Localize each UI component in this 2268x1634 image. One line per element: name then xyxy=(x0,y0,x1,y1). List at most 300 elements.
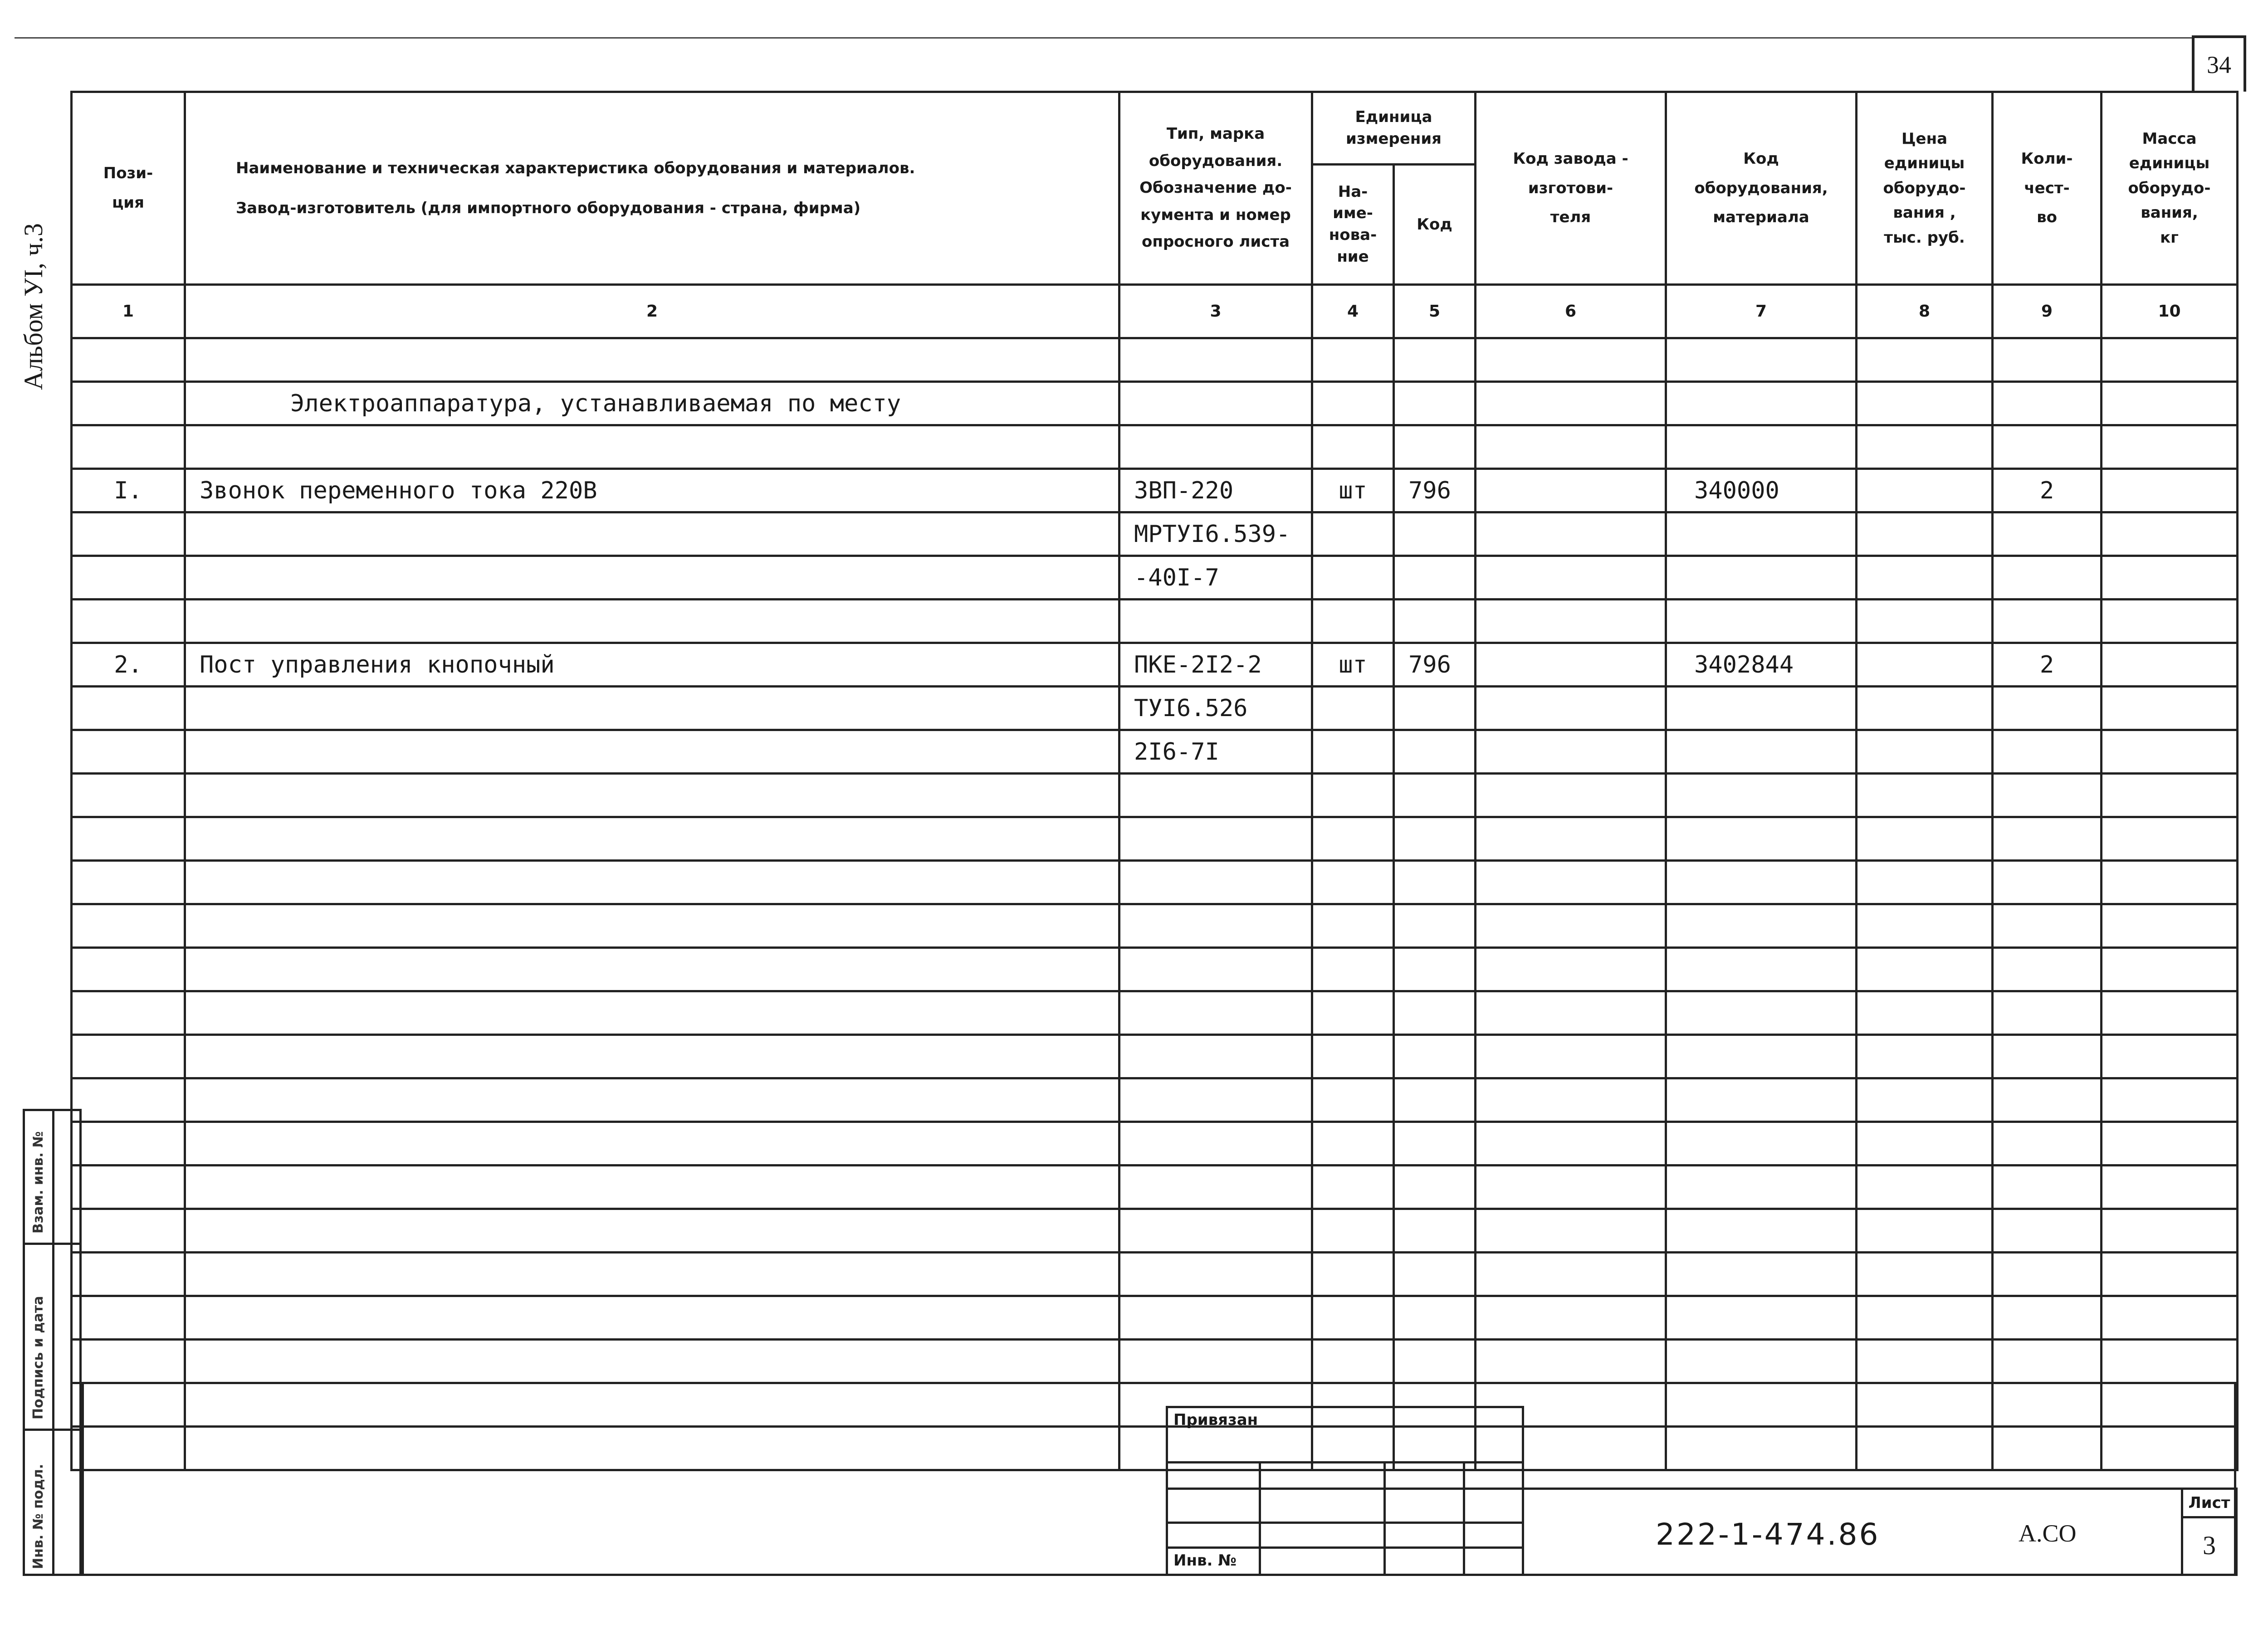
table-row xyxy=(72,600,2238,643)
cell-c10 xyxy=(2102,1166,2238,1209)
cell-c9 xyxy=(1993,512,2102,556)
cell-c2 xyxy=(185,512,1119,556)
cell-c1 xyxy=(72,861,185,904)
cell-c9 xyxy=(1993,730,2102,774)
cell-c2 xyxy=(185,1253,1119,1296)
cell-c7 xyxy=(1666,1122,1857,1166)
cell-c6 xyxy=(1476,730,1666,774)
stamp-divider xyxy=(1259,1461,1261,1576)
cell-c6 xyxy=(1476,1296,1666,1340)
cell-c1 xyxy=(72,817,185,861)
stamp-line xyxy=(1168,1522,1522,1524)
cell-c6 xyxy=(1476,512,1666,556)
side-label-original-inv: Инв. № подл. xyxy=(30,1463,46,1569)
cell-c5 xyxy=(1394,425,1476,469)
cell-c5 xyxy=(1394,556,1476,600)
cell-c6 xyxy=(1476,1035,1666,1078)
cell-c7 xyxy=(1666,1078,1857,1122)
cell-c7 xyxy=(1666,556,1857,600)
cell-c2: Пост управления кнопочный xyxy=(185,643,1119,687)
cell-c1 xyxy=(72,425,185,469)
column-number-7: 7 xyxy=(1666,285,1857,338)
column-number-4: 4 xyxy=(1312,285,1394,338)
cell-c2: Электроаппаратура, устанавливаемая по месту xyxy=(185,382,1119,425)
cell-c4 xyxy=(1312,817,1394,861)
cell-c5 xyxy=(1394,1078,1476,1122)
cell-c7 xyxy=(1666,1296,1857,1340)
binding-stamp xyxy=(1166,1406,1524,1576)
table-row xyxy=(72,556,2238,600)
cell-c7 xyxy=(1666,1166,1857,1209)
header-plant-code: Код завода - изготови- теля xyxy=(1476,92,1666,285)
cell-c2 xyxy=(185,991,1119,1035)
cell-c3 xyxy=(1119,948,1312,991)
cell-c2 xyxy=(185,904,1119,948)
cell-c6 xyxy=(1476,1209,1666,1253)
page-number: 34 xyxy=(2192,35,2246,92)
cell-c5 xyxy=(1394,382,1476,425)
cell-c9 xyxy=(1993,861,2102,904)
table-row xyxy=(72,1122,2238,1166)
cell-c10 xyxy=(2102,904,2238,948)
cell-c7 xyxy=(1666,338,1857,382)
cell-c5 xyxy=(1394,1340,1476,1383)
cell-c3: -40I-7 xyxy=(1119,556,1312,600)
cell-c7 xyxy=(1666,774,1857,817)
top-border-line xyxy=(15,37,2192,39)
cell-c6 xyxy=(1476,687,1666,730)
cell-c9 xyxy=(1993,1340,2102,1383)
table-row xyxy=(72,948,2238,991)
cell-c10 xyxy=(2102,469,2238,512)
cell-c8 xyxy=(1857,1296,1993,1340)
cell-c8 xyxy=(1857,556,1993,600)
cell-c4 xyxy=(1312,1340,1394,1383)
cell-c8 xyxy=(1857,425,1993,469)
cell-c2 xyxy=(185,338,1119,382)
cell-c6 xyxy=(1476,774,1666,817)
cell-c1 xyxy=(72,687,185,730)
cell-c5 xyxy=(1394,687,1476,730)
cell-c8 xyxy=(1857,382,1993,425)
cell-c6 xyxy=(1476,643,1666,687)
cell-c5 xyxy=(1394,512,1476,556)
cell-c3: 2I6-7I xyxy=(1119,730,1312,774)
side-album-title: Альбом УI, ч.3 xyxy=(19,223,48,390)
cell-c5 xyxy=(1394,1122,1476,1166)
cell-c2 xyxy=(185,1340,1119,1383)
cell-c2 xyxy=(185,774,1119,817)
sheet-label: Лист xyxy=(2183,1490,2235,1518)
cell-c3: ЗВП-220 xyxy=(1119,469,1312,512)
cell-c4: шт xyxy=(1312,643,1394,687)
cell-c4 xyxy=(1312,425,1394,469)
cell-c6 xyxy=(1476,1122,1666,1166)
cell-c5 xyxy=(1394,600,1476,643)
cell-c1 xyxy=(72,1209,185,1253)
cell-c5 xyxy=(1394,817,1476,861)
cell-c3: МРТУI6.539- xyxy=(1119,512,1312,556)
cell-c4 xyxy=(1312,904,1394,948)
header-unit-code: Код xyxy=(1394,165,1476,285)
cell-c4 xyxy=(1312,861,1394,904)
table-row xyxy=(72,512,2238,556)
cell-c4 xyxy=(1312,1035,1394,1078)
table-row xyxy=(72,1078,2238,1122)
cell-c2 xyxy=(185,817,1119,861)
cell-c6 xyxy=(1476,861,1666,904)
cell-c8 xyxy=(1857,469,1993,512)
cell-c3 xyxy=(1119,1253,1312,1296)
cell-c7 xyxy=(1666,1209,1857,1253)
cell-c1 xyxy=(72,774,185,817)
table-row xyxy=(72,687,2238,730)
cell-c4 xyxy=(1312,1166,1394,1209)
side-label-replace-inv: Взам. инв. № xyxy=(30,1131,46,1234)
cell-c3 xyxy=(1119,904,1312,948)
header-unit-group: Единица измерения xyxy=(1312,92,1476,165)
cell-c10 xyxy=(2102,687,2238,730)
cell-c9 xyxy=(1993,556,2102,600)
header-unit-name: На- име- нова- ние xyxy=(1312,165,1394,285)
cell-c6 xyxy=(1476,425,1666,469)
cell-c3 xyxy=(1119,1166,1312,1209)
cell-c3 xyxy=(1119,991,1312,1035)
bound-label: Привязан xyxy=(1173,1411,1258,1429)
cell-c9 xyxy=(1993,338,2102,382)
cell-c6 xyxy=(1476,991,1666,1035)
cell-c9 xyxy=(1993,817,2102,861)
column-number-1: 1 xyxy=(72,285,185,338)
header-name-line2: Завод-изготовитель (для импортного оборудования - страна, фирма) xyxy=(236,199,861,217)
cell-c4 xyxy=(1312,730,1394,774)
table-row xyxy=(72,643,2238,687)
cell-c4 xyxy=(1312,600,1394,643)
cell-c10 xyxy=(2102,338,2238,382)
cell-c5 xyxy=(1394,1253,1476,1296)
cell-c10 xyxy=(2102,817,2238,861)
column-number-row xyxy=(72,285,2238,338)
cell-c8 xyxy=(1857,817,1993,861)
column-number-5: 5 xyxy=(1394,285,1476,338)
cell-c10 xyxy=(2102,382,2238,425)
cell-c1 xyxy=(72,600,185,643)
cell-c6 xyxy=(1476,469,1666,512)
cell-c1 xyxy=(72,948,185,991)
cell-c2 xyxy=(185,1078,1119,1122)
cell-c9 xyxy=(1993,774,2102,817)
column-number-9: 9 xyxy=(1993,285,2102,338)
cell-c9 xyxy=(1993,1296,2102,1340)
table-row xyxy=(72,991,2238,1035)
cell-c8 xyxy=(1857,904,1993,948)
cell-c2 xyxy=(185,861,1119,904)
cell-c7 xyxy=(1666,1253,1857,1296)
cell-c4 xyxy=(1312,991,1394,1035)
cell-c10 xyxy=(2102,1035,2238,1078)
cell-c9 xyxy=(1993,425,2102,469)
cell-c4 xyxy=(1312,1253,1394,1296)
side-stamp-box xyxy=(23,1109,82,1576)
cell-c8 xyxy=(1857,991,1993,1035)
table-row xyxy=(72,817,2238,861)
cell-c3 xyxy=(1119,1122,1312,1166)
cell-c6 xyxy=(1476,817,1666,861)
cell-c10 xyxy=(2102,948,2238,991)
column-number-10: 10 xyxy=(2102,285,2238,338)
cell-c4 xyxy=(1312,774,1394,817)
cell-c6 xyxy=(1476,904,1666,948)
cell-c9 xyxy=(1993,1035,2102,1078)
cell-c5 xyxy=(1394,1296,1476,1340)
cell-c3 xyxy=(1119,861,1312,904)
cell-c9: 2 xyxy=(1993,469,2102,512)
cell-c10 xyxy=(2102,991,2238,1035)
cell-c10 xyxy=(2102,600,2238,643)
cell-c10 xyxy=(2102,1078,2238,1122)
cell-c10 xyxy=(2102,425,2238,469)
cell-c2 xyxy=(185,556,1119,600)
cell-c2 xyxy=(185,948,1119,991)
cell-c7 xyxy=(1666,600,1857,643)
header-name-line1: Наименование и техническая характеристика оборудования и материалов. xyxy=(236,159,915,177)
cell-c4 xyxy=(1312,1078,1394,1122)
table-row xyxy=(72,861,2238,904)
cell-c7 xyxy=(1666,687,1857,730)
cell-c1 xyxy=(72,1122,185,1166)
cell-c2 xyxy=(185,1209,1119,1253)
cell-c5 xyxy=(1394,774,1476,817)
cell-c7 xyxy=(1666,991,1857,1035)
cell-c10 xyxy=(2102,643,2238,687)
cell-c9 xyxy=(1993,1209,2102,1253)
cell-c5: 796 xyxy=(1394,643,1476,687)
cell-c1: 2. xyxy=(72,643,185,687)
cell-c1 xyxy=(72,1253,185,1296)
cell-c7 xyxy=(1666,512,1857,556)
cell-c9 xyxy=(1993,687,2102,730)
cell-c9 xyxy=(1993,948,2102,991)
cell-c1 xyxy=(72,730,185,774)
cell-c6 xyxy=(1476,1166,1666,1209)
cell-c1 xyxy=(72,1296,185,1340)
cell-c9 xyxy=(1993,1122,2102,1166)
stamp-divider xyxy=(1463,1461,1465,1576)
header-position: Пози- ция xyxy=(72,92,185,285)
cell-c9: 2 xyxy=(1993,643,2102,687)
cell-c4 xyxy=(1312,948,1394,991)
title-block xyxy=(82,1383,2236,1576)
cell-c7 xyxy=(1666,817,1857,861)
cell-c8 xyxy=(1857,687,1993,730)
stamp-line xyxy=(1168,1461,1522,1463)
cell-c5 xyxy=(1394,1035,1476,1078)
cell-c3 xyxy=(1119,382,1312,425)
cell-c3 xyxy=(1119,600,1312,643)
cell-c1 xyxy=(72,1166,185,1209)
cell-c8 xyxy=(1857,1340,1993,1383)
cell-c5 xyxy=(1394,1209,1476,1253)
specification-table xyxy=(70,91,2239,1471)
cell-c9 xyxy=(1993,1166,2102,1209)
cell-c10 xyxy=(2102,861,2238,904)
sheet-number: 3 xyxy=(2203,1531,2216,1560)
cell-c6 xyxy=(1476,338,1666,382)
cell-c4 xyxy=(1312,1296,1394,1340)
cell-c2 xyxy=(185,1035,1119,1078)
cell-c1 xyxy=(72,1078,185,1122)
cell-c7: 3402844 xyxy=(1666,643,1857,687)
cell-c10 xyxy=(2102,774,2238,817)
cell-c5 xyxy=(1394,904,1476,948)
cell-c2 xyxy=(185,600,1119,643)
cell-c4 xyxy=(1312,512,1394,556)
cell-c4 xyxy=(1312,382,1394,425)
cell-c5 xyxy=(1394,338,1476,382)
cell-c2 xyxy=(185,425,1119,469)
inv-number-label: Инв. № xyxy=(1173,1551,1237,1570)
header-name xyxy=(185,92,1119,285)
cell-c7 xyxy=(1666,425,1857,469)
cell-c8 xyxy=(1857,774,1993,817)
cell-c6 xyxy=(1476,1253,1666,1296)
cell-c6 xyxy=(1476,556,1666,600)
cell-c9 xyxy=(1993,1078,2102,1122)
header-type: Тип, марка оборудования. Обозначение до- кумента и номер опросного листа xyxy=(1119,92,1312,285)
cell-c8 xyxy=(1857,1166,1993,1209)
cell-c1 xyxy=(72,382,185,425)
cell-c10 xyxy=(2102,556,2238,600)
cell-c3: ТУI6.526 xyxy=(1119,687,1312,730)
cell-c8 xyxy=(1857,338,1993,382)
cell-c10 xyxy=(2102,512,2238,556)
cell-c5 xyxy=(1394,948,1476,991)
cell-c9 xyxy=(1993,991,2102,1035)
cell-c2 xyxy=(185,730,1119,774)
cell-c3 xyxy=(1119,1078,1312,1122)
header-price: Цена единицы оборудо- вания , тыс. руб. xyxy=(1857,92,1993,285)
cell-c3 xyxy=(1119,1035,1312,1078)
cell-c4 xyxy=(1312,1122,1394,1166)
cell-c8 xyxy=(1857,643,1993,687)
cell-c8 xyxy=(1857,730,1993,774)
cell-c10 xyxy=(2102,1340,2238,1383)
cell-c8 xyxy=(1857,1122,1993,1166)
cell-c6 xyxy=(1476,600,1666,643)
table-row xyxy=(72,1166,2238,1209)
cell-c1 xyxy=(72,991,185,1035)
cell-c1 xyxy=(72,1340,185,1383)
cell-c9 xyxy=(1993,382,2102,425)
cell-c5 xyxy=(1394,1166,1476,1209)
cell-c8 xyxy=(1857,948,1993,991)
table-row xyxy=(72,1209,2238,1253)
cell-c1 xyxy=(72,512,185,556)
cell-c3 xyxy=(1119,1296,1312,1340)
table-row xyxy=(72,904,2238,948)
cell-c7: 340000 xyxy=(1666,469,1857,512)
cell-c7 xyxy=(1666,730,1857,774)
cell-c7 xyxy=(1666,904,1857,948)
cell-c3 xyxy=(1119,774,1312,817)
table-row xyxy=(72,469,2238,512)
cell-c10 xyxy=(2102,1296,2238,1340)
side-stamp-divider xyxy=(52,1111,54,1574)
cell-c9 xyxy=(1993,1253,2102,1296)
cell-c6 xyxy=(1476,948,1666,991)
cell-c10 xyxy=(2102,1253,2238,1296)
cell-c1 xyxy=(72,338,185,382)
cell-c10 xyxy=(2102,1122,2238,1166)
cell-c8 xyxy=(1857,861,1993,904)
cell-c7 xyxy=(1666,948,1857,991)
header-mass: Масса единицы оборудо- вания, кг xyxy=(2102,92,2238,285)
cell-c8 xyxy=(1857,512,1993,556)
cell-c6 xyxy=(1476,382,1666,425)
document-number: 222-1-474.86 xyxy=(1656,1517,1880,1552)
cell-c3 xyxy=(1119,1209,1312,1253)
table-row xyxy=(72,1296,2238,1340)
cell-c1: I. xyxy=(72,469,185,512)
cell-c10 xyxy=(2102,730,2238,774)
cell-c5: 796 xyxy=(1394,469,1476,512)
table-row xyxy=(72,425,2238,469)
stamp-divider xyxy=(1383,1461,1386,1576)
header-quantity: Коли- чест- во xyxy=(1993,92,2102,285)
table-row xyxy=(72,774,2238,817)
title-block-line xyxy=(1524,1488,2182,1490)
cell-c3 xyxy=(1119,817,1312,861)
cell-c1 xyxy=(72,904,185,948)
cell-c1 xyxy=(72,556,185,600)
cell-c8 xyxy=(1857,1078,1993,1122)
cell-c8 xyxy=(1857,1253,1993,1296)
header-equipment-code: Код оборудования, материала xyxy=(1666,92,1857,285)
cell-c8 xyxy=(1857,600,1993,643)
cell-c2 xyxy=(185,1296,1119,1340)
sheet-box xyxy=(2181,1488,2238,1576)
table-row xyxy=(72,730,2238,774)
cell-c4 xyxy=(1312,687,1394,730)
table-row xyxy=(72,1035,2238,1078)
cell-c5 xyxy=(1394,991,1476,1035)
cell-c2 xyxy=(185,1166,1119,1209)
cell-c2: Звонок переменного тока 220В xyxy=(185,469,1119,512)
cell-c7 xyxy=(1666,1035,1857,1078)
cell-c1 xyxy=(72,1035,185,1078)
cell-c4 xyxy=(1312,338,1394,382)
cell-c3: ПКЕ-2I2-2 xyxy=(1119,643,1312,687)
cell-c9 xyxy=(1993,904,2102,948)
cell-c8 xyxy=(1857,1035,1993,1078)
column-number-6: 6 xyxy=(1476,285,1666,338)
cell-c4: шт xyxy=(1312,469,1394,512)
stamp-line xyxy=(1168,1546,1522,1549)
table-row xyxy=(72,1253,2238,1296)
cell-c6 xyxy=(1476,1340,1666,1383)
column-number-8: 8 xyxy=(1857,285,1993,338)
column-number-2: 2 xyxy=(185,285,1119,338)
cell-c7 xyxy=(1666,1340,1857,1383)
side-label-signature-date: Подпись и дата xyxy=(30,1296,46,1419)
stamp-line xyxy=(1168,1488,1522,1490)
cell-c8 xyxy=(1857,1209,1993,1253)
cell-c3 xyxy=(1119,338,1312,382)
cell-c5 xyxy=(1394,861,1476,904)
cell-c2 xyxy=(185,687,1119,730)
cell-c3 xyxy=(1119,1340,1312,1383)
cell-c4 xyxy=(1312,1209,1394,1253)
